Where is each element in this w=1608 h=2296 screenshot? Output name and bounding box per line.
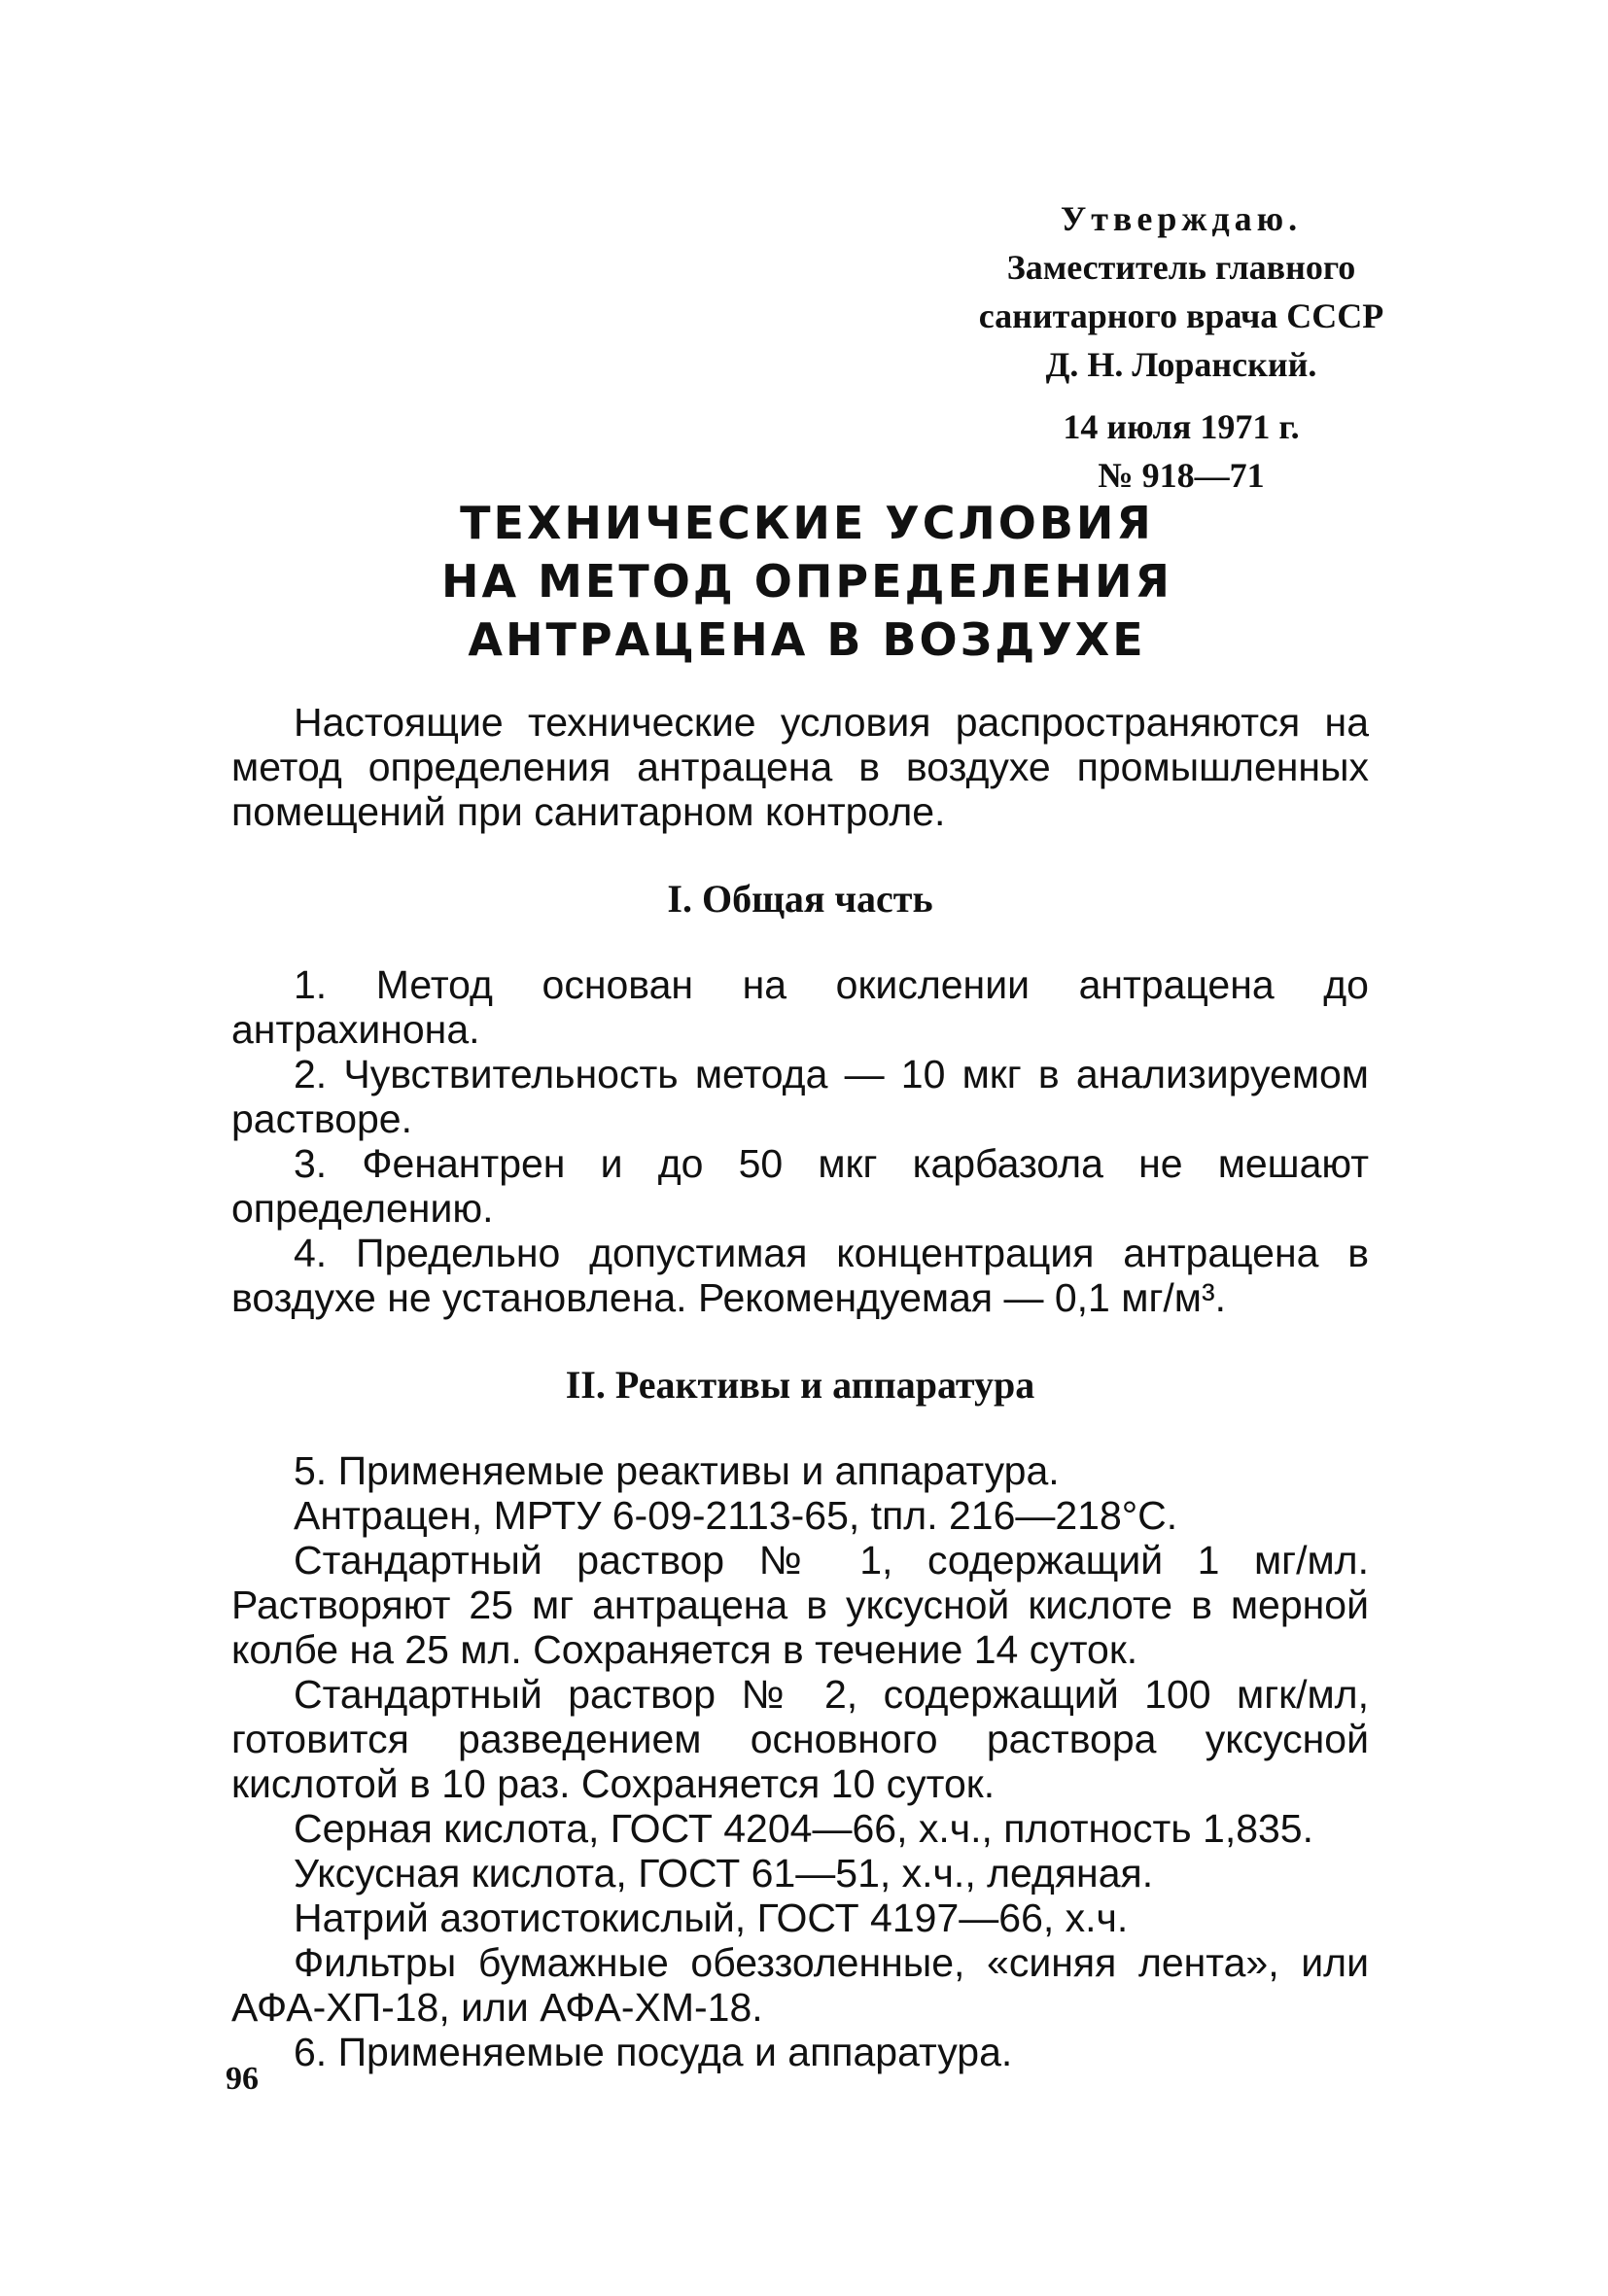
intro-paragraph: Настоящие технические условия распространяются на метод определения антрацена в воздухе промышленных помещений при санитарном контроле. bbox=[231, 700, 1369, 834]
list-item: 5. Применяемые реактивы и аппаратура. bbox=[294, 1448, 1060, 1493]
page-number: 96 bbox=[226, 2061, 259, 2097]
approval-number: № 918—71 bbox=[1098, 456, 1265, 495]
list-item: Серная кислота, ГОСТ 4204—66, х.ч., плотность 1,835. bbox=[294, 1806, 1314, 1851]
list-item: 2. Чувствительность метода — 10 мкг в анализируемом растворе. bbox=[231, 1052, 1369, 1141]
document-body bbox=[231, 700, 1369, 2074]
list-item: 4. Предельно допустимая концентрация антрацена в воздухе не установлена. Рекомендуемая — 0,1 мг/м³. bbox=[231, 1231, 1369, 1320]
list-item: Фильтры бумажные обеззоленные, «синяя лента», или АФА-ХП-18, или АФА-ХМ-18. bbox=[231, 1940, 1369, 2030]
approval-line: Заместитель главного bbox=[1006, 248, 1356, 287]
title-line: АНТРАЦЕНА В ВОЗДУХЕ bbox=[468, 613, 1146, 666]
list-item: 1. Метод основан на окислении антрацена до антрахинона. bbox=[231, 962, 1369, 1052]
approval-line: Утверждаю. bbox=[1060, 199, 1303, 238]
list-item: Стандартный раствор № 2, содержащий 100 мгк/мл, готовится разведением основного раствора уксусной кислотой в 10 раз. Сохраняется 10 суток. bbox=[231, 1672, 1369, 1806]
section-heading: I. Общая часть bbox=[667, 877, 933, 921]
list-item: 6. Применяемые посуда и аппаратура. bbox=[294, 2030, 1013, 2074]
list-item: 3. Фенантрен и до 50 мкг карбазола не мешают определению. bbox=[231, 1141, 1369, 1231]
approval-line: санитарного врача СССР bbox=[978, 296, 1384, 335]
approval-block bbox=[904, 194, 1458, 500]
list-item: Уксусная кислота, ГОСТ 61—51, х.ч., ледяная. bbox=[294, 1851, 1154, 1896]
document-title bbox=[350, 494, 1264, 669]
title-line: НА МЕТОД ОПРЕДЕЛЕНИЯ bbox=[441, 555, 1172, 608]
approval-signatory: Д. Н. Лоранский. bbox=[1045, 345, 1317, 384]
section-heading: II. Реактивы и аппаратура bbox=[565, 1363, 1035, 1407]
approval-date: 14 июля 1971 г. bbox=[1063, 407, 1300, 446]
list-item: Стандартный раствор № 1, содержащий 1 мг/мл. Растворяют 25 мг антрацена в уксусной кислоте в мерной колбе на 25 мл. Сохраняется в течение 14 суток. bbox=[231, 1538, 1369, 1672]
list-item: Антрацен, МРТУ 6-09-2113-65, tпл. 216—218°С. bbox=[294, 1493, 1178, 1538]
title-line: ТЕХНИЧЕСКИЕ УСЛОВИЯ bbox=[460, 497, 1154, 549]
list-item: Натрий азотистокислый, ГОСТ 4197—66, х.ч. bbox=[294, 1896, 1129, 1940]
